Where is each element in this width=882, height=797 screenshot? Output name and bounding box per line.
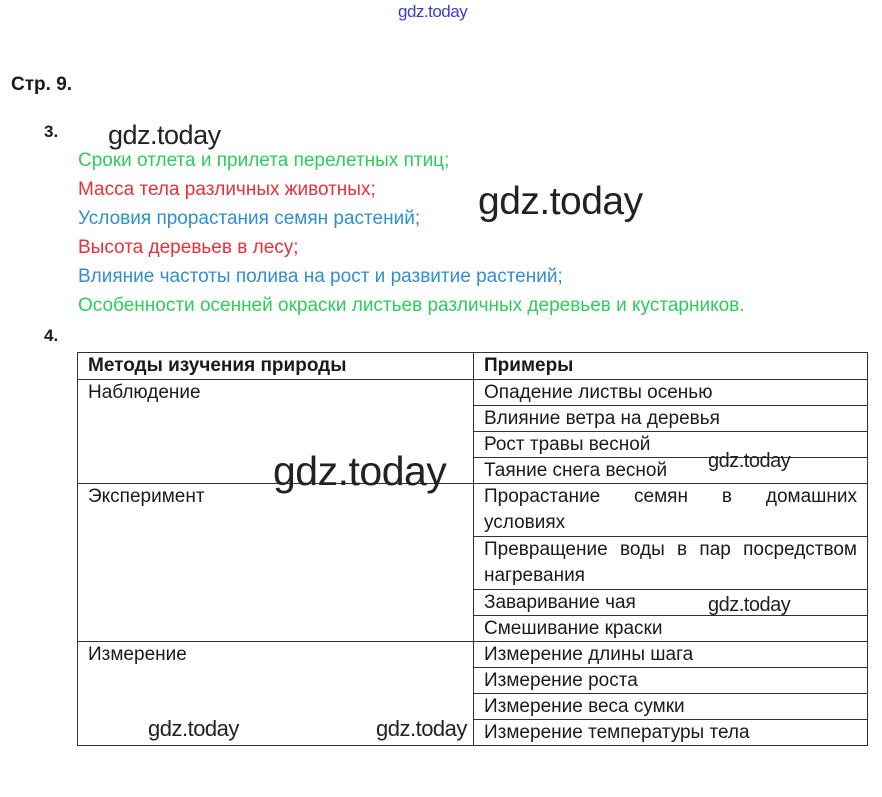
watermark: gdz.today: [478, 180, 643, 223]
section-3-number: 3.: [44, 122, 59, 141]
watermark: gdz.today: [376, 716, 467, 741]
example-cell: Измерение температуры тела: [474, 720, 868, 746]
methods-table: [77, 352, 868, 746]
method-cell: Эксперимент: [78, 484, 474, 642]
example-cell: Превращение воды в пар посредством нагревания: [474, 537, 868, 590]
example-cell: Влияние ветра на деревья: [474, 406, 868, 432]
method-cell: Измерение: [78, 642, 474, 746]
example-cell: Измерение роста: [474, 668, 868, 694]
example-cell: Измерение веса сумки: [474, 694, 868, 720]
example-cell: Измерение длины шага: [474, 642, 868, 668]
fact-4: Высота деревьев в лесу;: [78, 237, 299, 258]
watermark: gdz.today: [708, 450, 791, 472]
top-watermark: gdz.today: [398, 2, 468, 21]
table-row: [78, 380, 868, 406]
page-label: Стр. 9.: [11, 74, 73, 95]
example-cell: Заваривание чая: [474, 590, 868, 616]
watermark: gdz.today: [273, 448, 447, 494]
fact-3: Условия прорастания семян растений;: [78, 208, 421, 229]
watermark: gdz.today: [148, 716, 239, 741]
fact-6: Особенности осенней окраски листьев различных деревьев и кустарников.: [78, 295, 745, 316]
fact-5: Влияние частоты полива на рост и развитие растений;: [78, 266, 563, 287]
example-cell: Смешивание краски: [474, 616, 868, 642]
example-cell: Опадение листвы осенью: [474, 380, 868, 406]
watermark: gdz.today: [108, 120, 221, 150]
method-cell: Наблюдение: [78, 380, 474, 484]
header-examples: Примеры: [474, 353, 868, 380]
header-method: Методы изучения природы: [78, 353, 474, 380]
fact-2: Масса тела различных животных;: [78, 179, 376, 200]
table-row: [78, 642, 868, 668]
example-cell: Прорастание семян в домашних условиях: [474, 484, 868, 537]
fact-1: Сроки отлета и прилета перелетных птиц;: [78, 150, 450, 171]
example-cell: Таяние снега весной: [474, 458, 868, 484]
watermark: gdz.today: [708, 594, 791, 616]
table-row: [78, 484, 868, 537]
table-header-row: [78, 353, 868, 380]
example-cell: Рост травы весной: [474, 432, 868, 458]
section-4-number: 4.: [44, 326, 59, 345]
